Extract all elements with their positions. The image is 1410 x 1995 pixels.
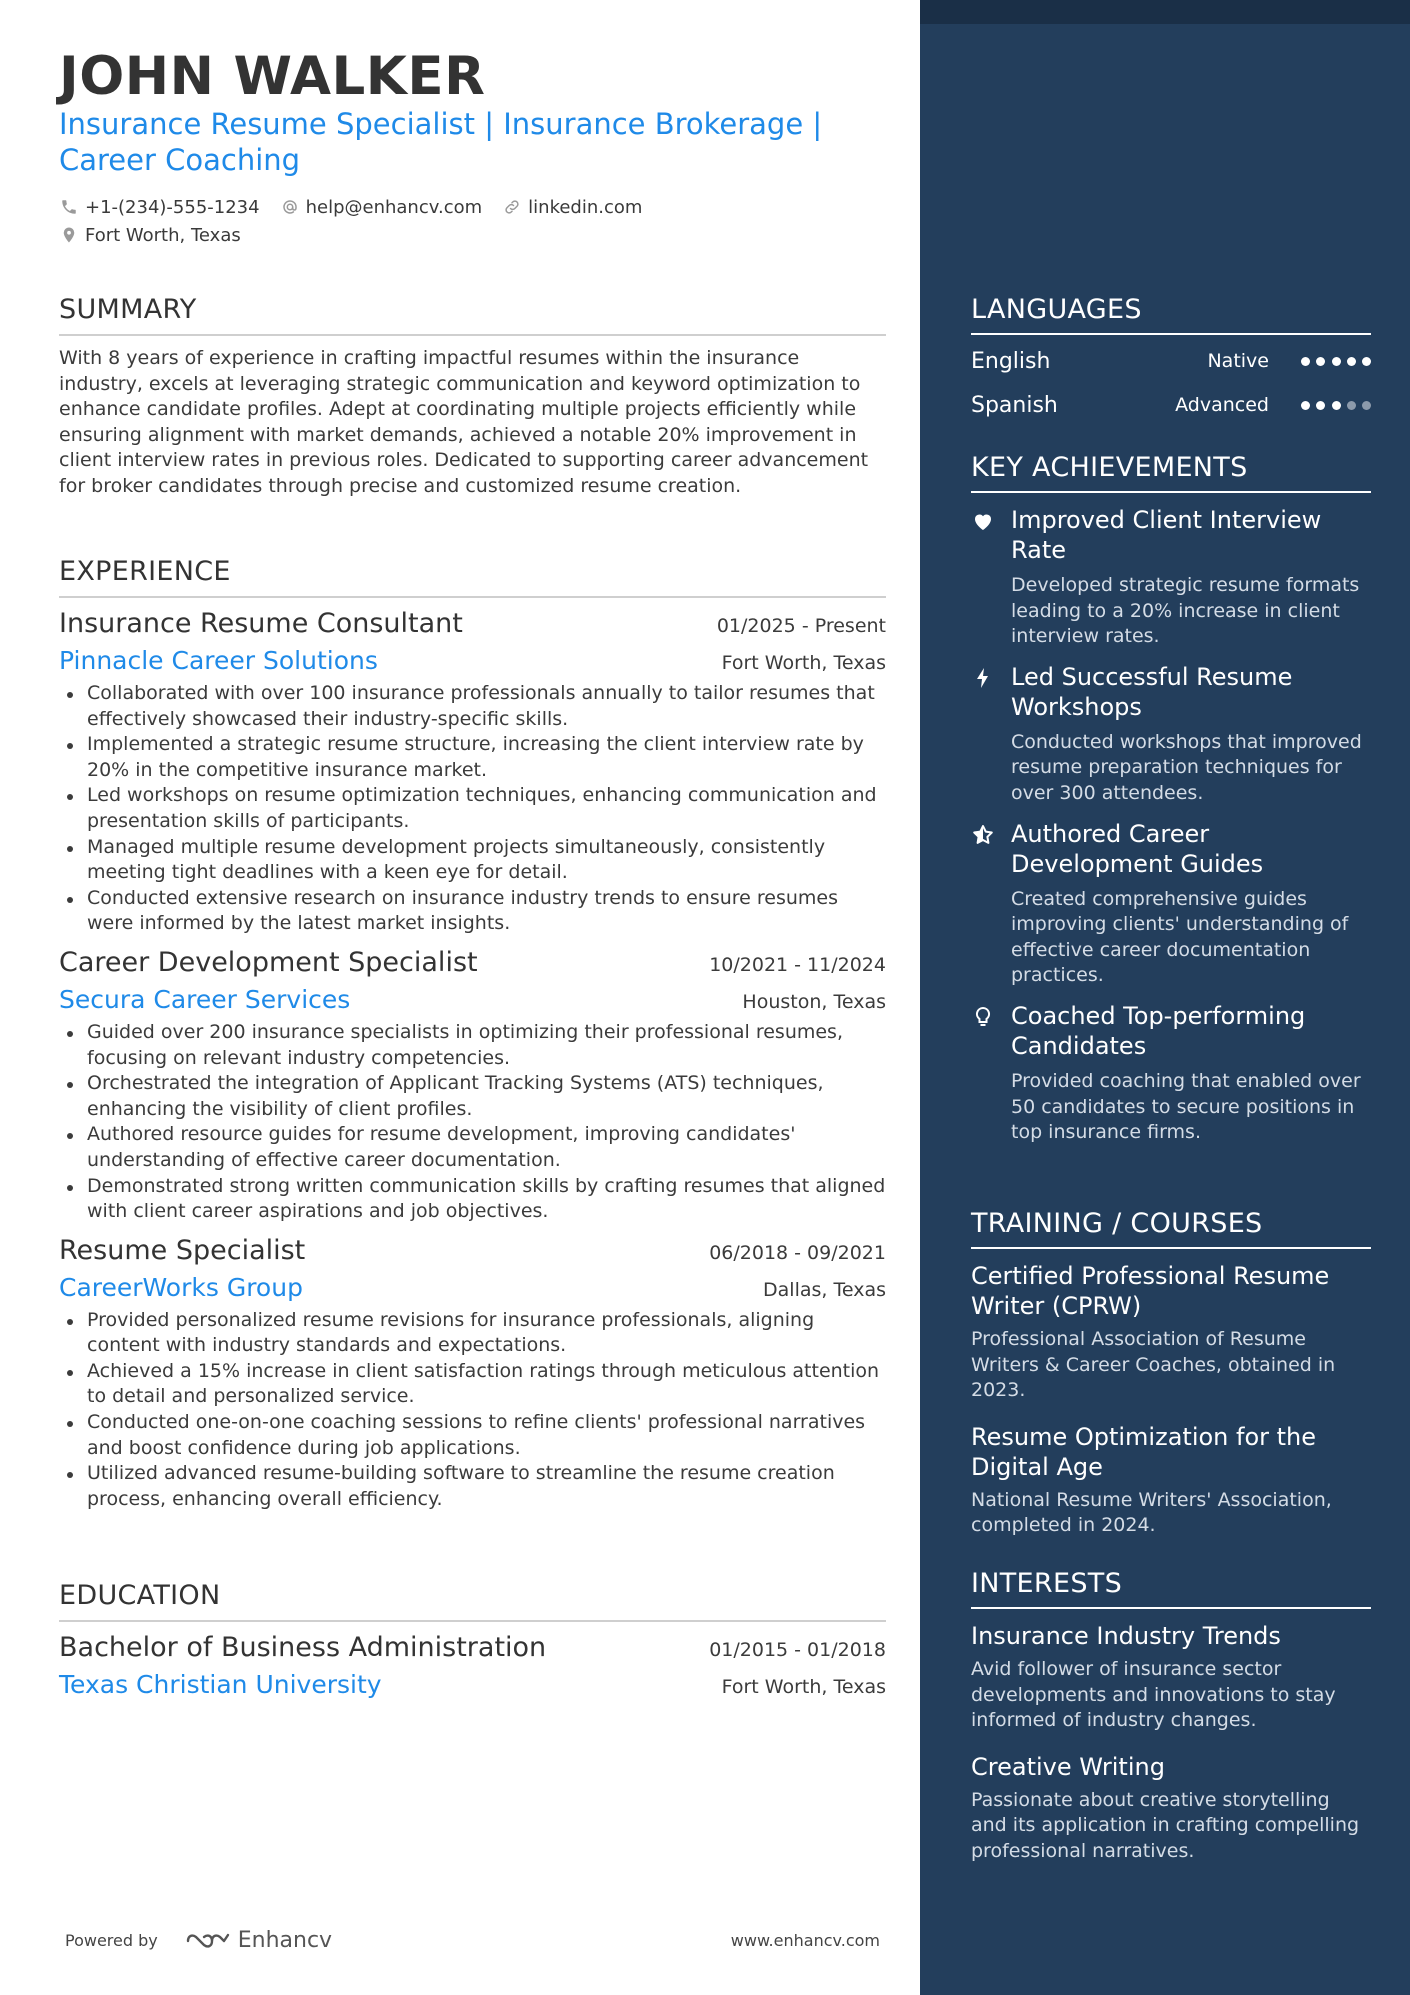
education-dates: 01/2015 - 01/2018 <box>709 1639 886 1661</box>
education-title: EDUCATION <box>59 1580 886 1622</box>
school-name: Texas Christian University <box>59 1670 382 1699</box>
achievement-item <box>971 1001 1371 1146</box>
achievements-section <box>971 452 1371 1146</box>
interest-title: Creative Writing <box>971 1752 1165 1781</box>
interest-desc: Passionate about creative storytelling and its application in crafting compelling professional narratives. <box>971 1788 1360 1862</box>
email-text[interactable]: help@enhancv.com <box>305 196 483 218</box>
experience-section <box>59 556 886 1512</box>
summary-section <box>59 294 886 500</box>
course-item <box>971 1422 1371 1539</box>
interest-title: Insurance Industry Trends <box>971 1622 1281 1650</box>
phone-contact <box>59 197 260 218</box>
job-entry <box>59 947 886 1225</box>
star-icon <box>971 819 1011 989</box>
course-title: Resume Optimization for the Digital Age <box>971 1422 1317 1481</box>
summary-title: SUMMARY <box>59 294 886 336</box>
candidate-name: JOHN WALKER <box>59 46 486 107</box>
language-name: English <box>971 348 1051 374</box>
list-item: Collaborated with over 100 insurance professionals annually to tailor resumes that effectively showcased their industry-specific skills. <box>59 681 886 732</box>
phone-text: +1-(234)-555-1234 <box>85 196 260 218</box>
rating-dot <box>1347 401 1356 410</box>
linkedin-contact[interactable] <box>502 197 642 218</box>
list-item: Achieved a 15% increase in client satisfaction ratings through meticulous attention to detail and personalized service. <box>59 1359 886 1410</box>
location-pin-icon <box>59 225 79 245</box>
course-title: Certified Professional Resume Writer (CPRW) <box>971 1262 1330 1320</box>
degree-title: Bachelor of Business Administration <box>59 1632 547 1663</box>
company-name: CareerWorks Group <box>59 1272 303 1302</box>
lightbulb-icon <box>971 1001 1011 1146</box>
rating-dot <box>1347 357 1356 366</box>
company-name: Pinnacle Career Solutions <box>59 646 378 675</box>
brand-logo[interactable] <box>184 1928 332 1953</box>
interests-section <box>971 1568 1371 1865</box>
company-name: Secura Career Services <box>59 984 351 1014</box>
brand-name: Enhancv <box>237 1928 333 1953</box>
powered-by <box>65 1928 332 1953</box>
achievement-desc: Developed strategic resume formats leading to a 20% increase in client interview rates. <box>1011 574 1360 648</box>
at-icon <box>280 197 300 217</box>
achievement-title: Coached Top-performing Candidates <box>1011 1001 1306 1060</box>
education-section <box>59 1580 886 1699</box>
bolt-icon <box>971 662 1011 807</box>
enhancv-logo-icon <box>184 1929 232 1953</box>
footer <box>65 1928 880 1953</box>
job-location: Houston, Texas <box>742 990 886 1013</box>
course-desc: Professional Association of Resume Writers & Career Coaches, obtained in 2023. <box>971 1328 1336 1402</box>
rating-dot <box>1316 401 1325 410</box>
achievements-title: KEY ACHIEVEMENTS <box>971 452 1371 493</box>
list-item: Demonstrated strong written communication skills by crafting resumes that aligned with client career aspirations and job objectives. <box>59 1174 886 1225</box>
achievement-title: Led Successful Resume Workshops <box>1011 662 1293 721</box>
rating-dot <box>1332 357 1341 366</box>
education-location: Fort Worth, Texas <box>721 1676 886 1698</box>
achievement-item <box>971 819 1371 989</box>
rating-dot <box>1362 357 1371 366</box>
email-contact[interactable] <box>280 197 483 218</box>
list-item: Conducted one-on-one coaching sessions to refine clients' professional narratives and boost confidence during job applications. <box>59 1410 886 1461</box>
list-item: Guided over 200 insurance specialists in optimizing their professional resumes, focusing on relevant industry competencies. <box>59 1020 886 1071</box>
contact-info <box>59 193 859 249</box>
interests-title: INTERESTS <box>971 1568 1371 1609</box>
list-item: Orchestrated the integration of Applicant Tracking Systems (ATS) techniques, enhancing the visibility of client profiles. <box>59 1071 886 1122</box>
achievement-desc: Created comprehensive guides improving clients' understanding of effective career documentation practices. <box>1011 887 1349 987</box>
list-item: Implemented a strategic resume structure, increasing the client interview rate by 20% in the competitive insurance market. <box>59 732 886 783</box>
job-bullets <box>59 681 886 937</box>
achievement-item <box>971 662 1371 807</box>
job-dates: 06/2018 - 09/2021 <box>709 1241 886 1264</box>
job-title: Career Development Specialist <box>59 946 478 978</box>
heart-icon <box>971 505 1011 650</box>
job-bullets <box>59 1020 886 1225</box>
achievement-title: Authored Career Development Guides <box>1011 819 1264 878</box>
headline: Insurance Resume Specialist | Insurance Brokerage | Career Coaching <box>59 107 823 177</box>
job-title: Insurance Resume Consultant <box>59 608 463 639</box>
summary-text: With 8 years of experience in crafting impactful resumes within the insurance industry, excels at leveraging strategic communication and keyword optimization to enhance candidate profiles. Adept at coordinating multiple projects efficiently while ensuring alignment with market demands, achieved a notable 20% improvement in client interview rates in previous roles. Dedicated to supporting career advancement for broker candidates through precise and customized resume creation. <box>59 347 869 497</box>
language-level: Advanced <box>1175 394 1269 416</box>
rating-dot <box>1301 357 1310 366</box>
interest-desc: Avid follower of insurance sector developments and innovations to stay informed of industry changes. <box>971 1658 1336 1732</box>
language-rating <box>1301 401 1371 410</box>
rating-dot <box>1316 357 1325 366</box>
course-item <box>971 1261 1371 1404</box>
phone-icon <box>59 197 79 217</box>
linkedin-text[interactable]: linkedin.com <box>528 196 643 218</box>
language-rating <box>1301 357 1371 366</box>
list-item: Led workshops on resume optimization techniques, enhancing communication and presentation skills of participants. <box>59 783 886 834</box>
achievement-desc: Conducted workshops that improved resume preparation techniques for over 300 attendees. <box>1011 730 1362 804</box>
experience-title: EXPERIENCE <box>59 556 886 598</box>
interest-item <box>971 1752 1371 1865</box>
list-item: Conducted extensive research on insurance industry trends to ensure resumes were informed by the latest market insights. <box>59 886 886 937</box>
location-contact <box>59 225 241 246</box>
job-location: Dallas, Texas <box>763 1278 886 1301</box>
list-item: Utilized advanced resume-building software to streamline the resume creation process, enhancing overall efficiency. <box>59 1461 886 1512</box>
sidebar-top-band <box>920 0 1410 24</box>
language-item <box>971 383 1371 427</box>
job-location: Fort Worth, Texas <box>721 652 886 674</box>
language-level: Native <box>1207 350 1269 372</box>
interest-item <box>971 1621 1371 1734</box>
location-text: Fort Worth, Texas <box>85 224 241 246</box>
rating-dot <box>1301 401 1310 410</box>
language-item <box>971 339 1371 383</box>
list-item: Managed multiple resume development projects simultaneously, consistently meeting tight deadlines with a keen eye for detail. <box>59 835 886 886</box>
footer-url[interactable]: www.enhancv.com <box>730 1931 880 1950</box>
list-item: Authored resource guides for resume development, improving candidates' understanding of effective career documentation. <box>59 1122 886 1173</box>
job-bullets <box>59 1308 886 1513</box>
job-entry <box>59 1235 886 1513</box>
languages-section <box>971 294 1371 427</box>
link-icon <box>502 197 522 217</box>
rating-dot <box>1332 401 1341 410</box>
achievement-item <box>971 505 1371 650</box>
course-desc: National Resume Writers' Association, completed in 2024. <box>971 1488 1332 1537</box>
achievement-title: Improved Client Interview Rate <box>1011 506 1322 564</box>
achievement-desc: Provided coaching that enabled over 50 candidates to secure positions in top insurance firms. <box>1011 1069 1361 1144</box>
training-title: TRAINING / COURSES <box>971 1208 1371 1249</box>
rating-dot <box>1362 401 1371 410</box>
languages-title: LANGUAGES <box>971 294 1371 335</box>
job-dates: 10/2021 - 11/2024 <box>709 953 886 976</box>
sidebar <box>920 0 1410 1995</box>
powered-by-label: Powered by <box>65 1931 158 1950</box>
list-item: Provided personalized resume revisions for insurance professionals, aligning content with industry standards and expectations. <box>59 1308 886 1359</box>
job-entry <box>59 608 886 937</box>
job-dates: 01/2025 - Present <box>716 615 886 637</box>
language-name: Spanish <box>971 392 1058 418</box>
job-title: Resume Specialist <box>59 1234 306 1266</box>
training-section <box>971 1208 1371 1539</box>
